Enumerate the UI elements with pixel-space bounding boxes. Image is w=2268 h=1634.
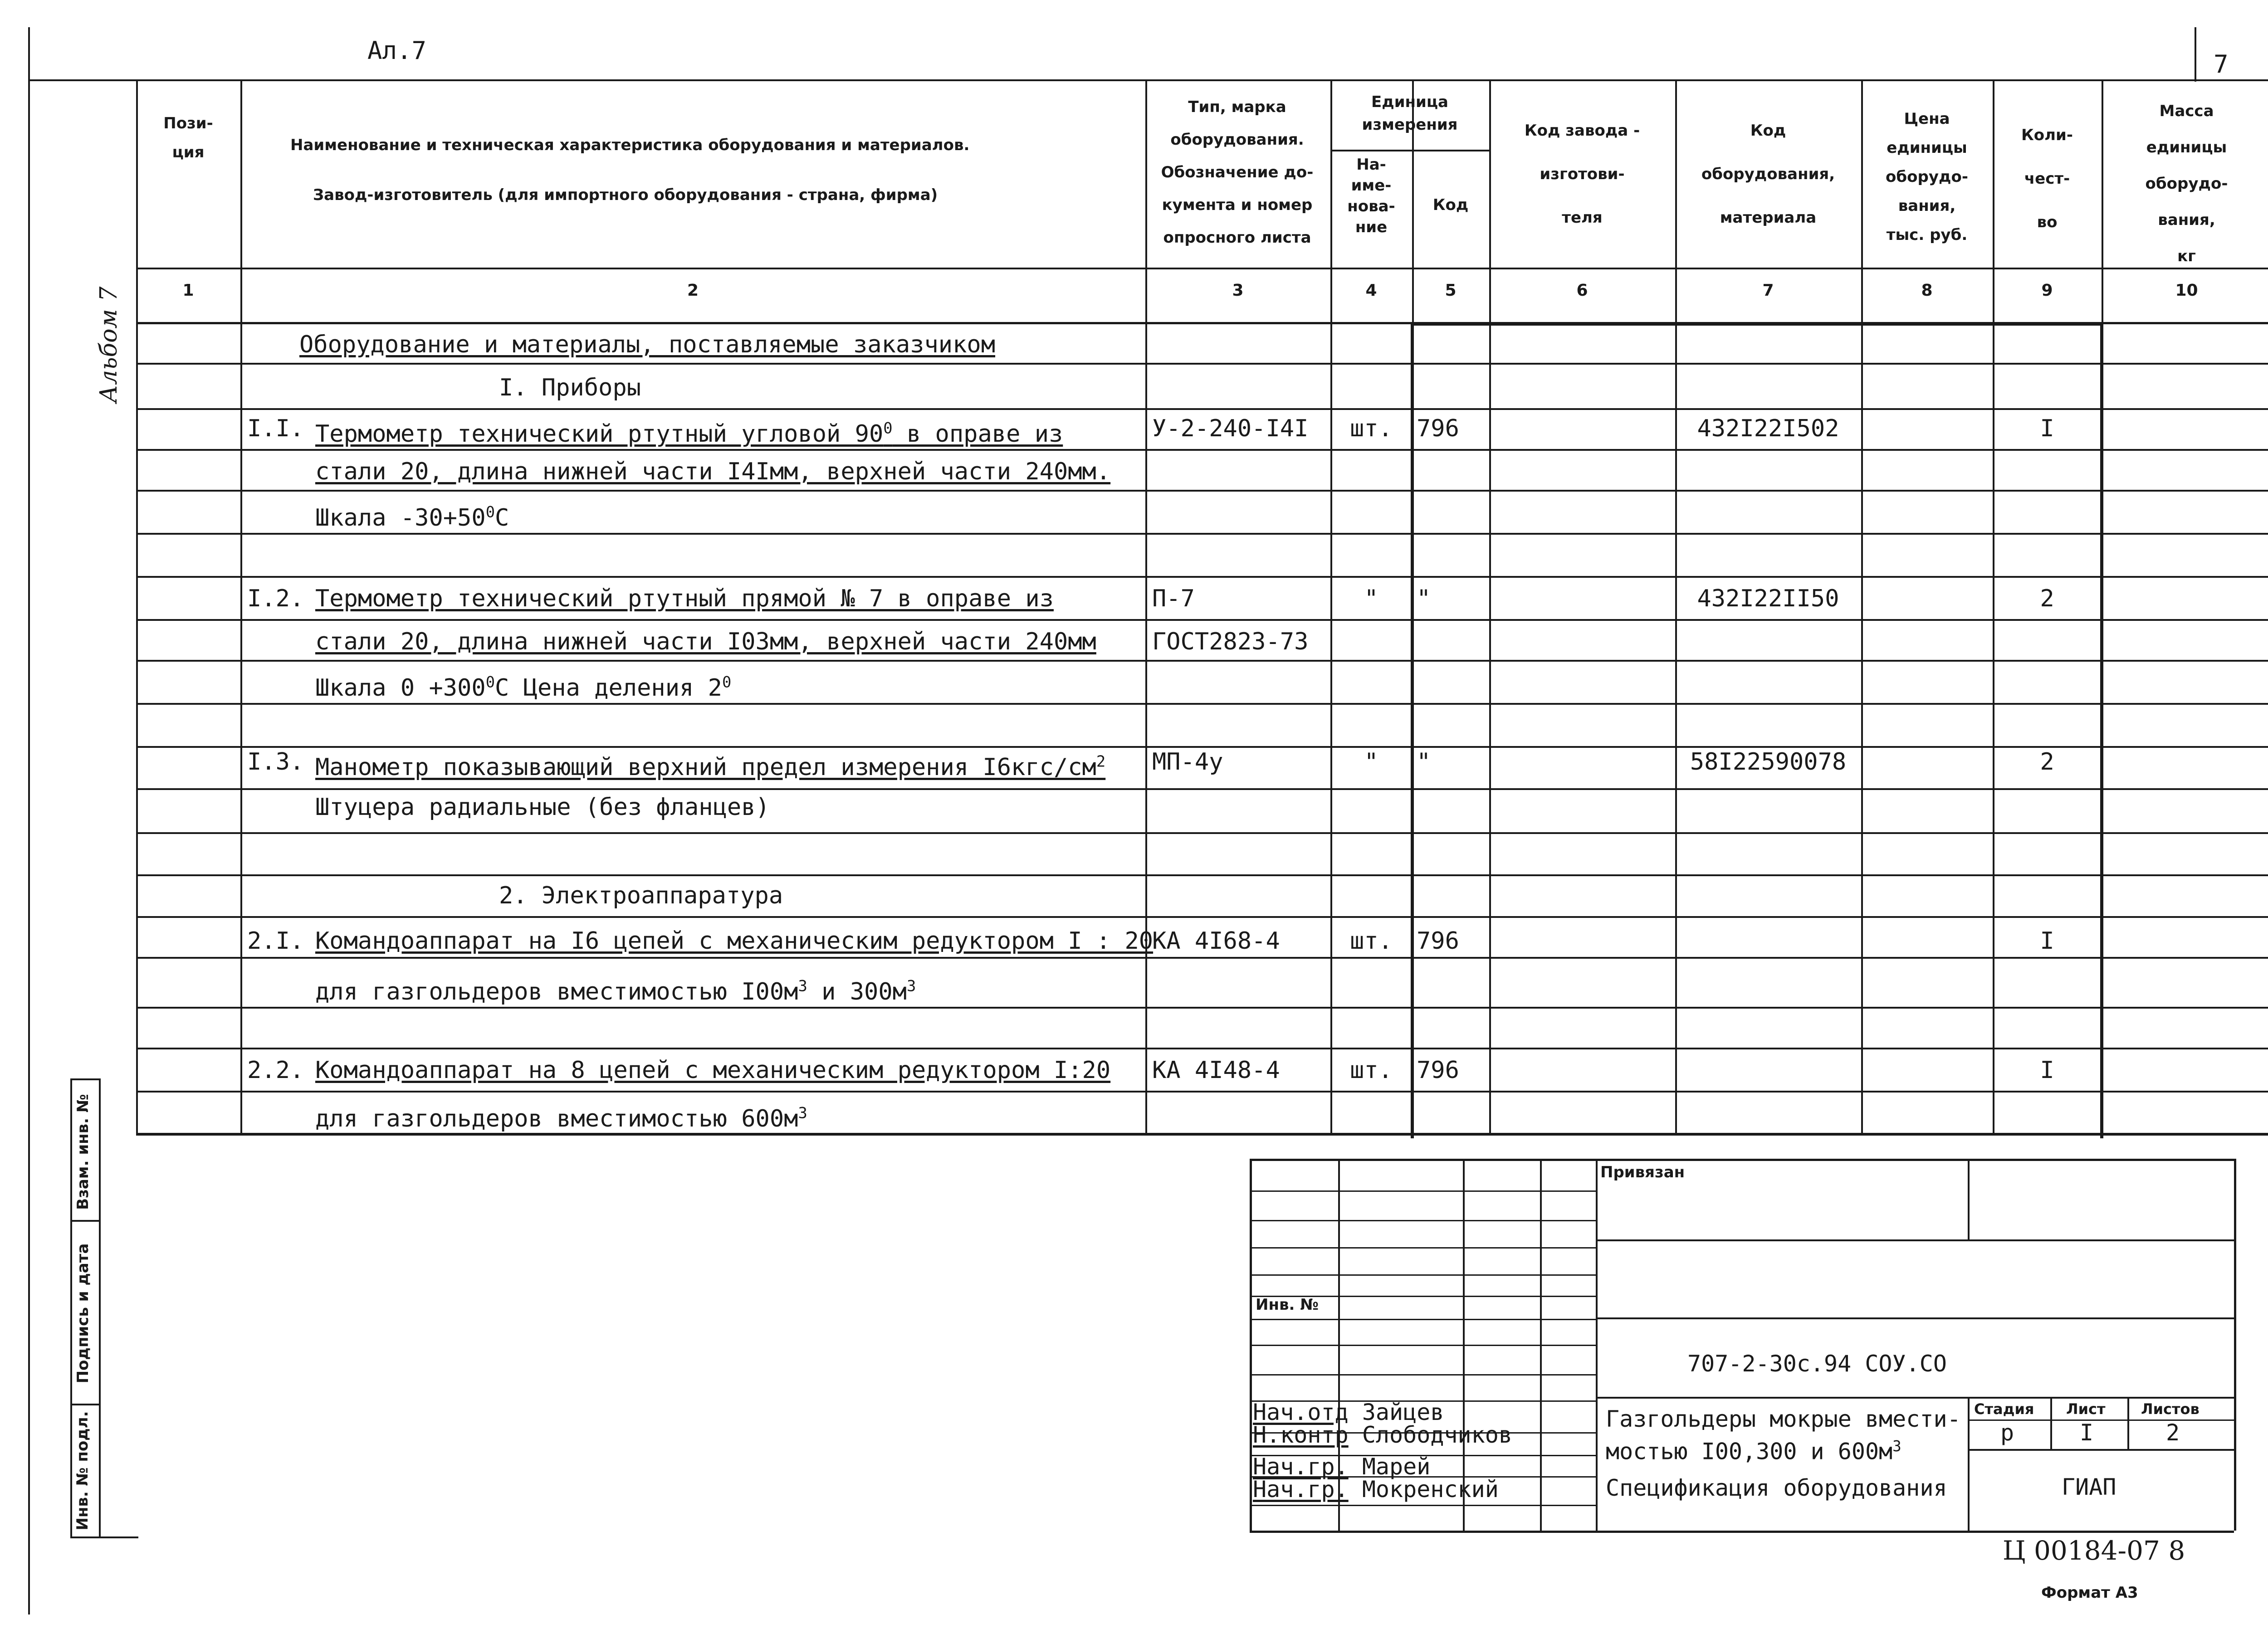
stage-label: Стадия bbox=[1974, 1400, 2034, 1418]
row-type: П-7 bbox=[1152, 585, 1195, 612]
table-col-line-bold bbox=[1411, 322, 1414, 1138]
row-unit-code: 796 bbox=[1417, 415, 1459, 442]
table-row-line bbox=[136, 619, 2268, 621]
table-row-line bbox=[136, 746, 2268, 748]
row-unit: шт. bbox=[1350, 927, 1393, 955]
header-price: Цена единицы оборудо- вания, тыс. руб. bbox=[1886, 110, 1968, 244]
column-number: 1 bbox=[182, 281, 194, 300]
tb-col bbox=[1596, 1159, 1598, 1531]
table-col-line bbox=[240, 79, 242, 1134]
title-block-inv-no: Инв. № bbox=[1256, 1296, 1319, 1314]
column-number: 5 bbox=[1445, 281, 1457, 300]
tb-row bbox=[1250, 1220, 1596, 1221]
corner-page-number: 7 bbox=[2214, 50, 2229, 78]
table-row-line bbox=[136, 916, 2268, 918]
sheets-value: 2 bbox=[2166, 1419, 2180, 1446]
title-line3: Спецификация оборудования bbox=[1606, 1475, 1947, 1501]
column-number: 10 bbox=[2175, 281, 2198, 300]
tb-code-bottom bbox=[1596, 1397, 2234, 1399]
tb-attach-bottom bbox=[1596, 1239, 2234, 1241]
row-position: I.3. bbox=[247, 748, 304, 776]
row-unit: шт. bbox=[1350, 1057, 1393, 1084]
row-name: Штуцера радиальные (без фланцев) bbox=[315, 794, 770, 821]
table-row-line bbox=[136, 1007, 2268, 1009]
tb-bottom bbox=[1250, 1531, 2234, 1533]
tb-right bbox=[2234, 1159, 2236, 1531]
row-type: ГОСТ2823-73 bbox=[1152, 628, 1309, 655]
tb-row bbox=[1250, 1374, 1596, 1375]
column-number: 4 bbox=[1365, 281, 1377, 300]
table-row-line bbox=[136, 1091, 2268, 1093]
left-margin-line bbox=[28, 27, 30, 1614]
table-row-line bbox=[136, 408, 2268, 410]
organization: ГИАП bbox=[2062, 1474, 2116, 1500]
row-type: КА 4I68-4 bbox=[1152, 927, 1280, 955]
table-row-line bbox=[136, 490, 2268, 492]
staff-name: Зайцев bbox=[1348, 1399, 1444, 1425]
header-bottom-line bbox=[136, 268, 2268, 269]
header-name-line2: Завод-изготовитель (для импортного оборудования - страна, фирма) bbox=[313, 186, 938, 204]
stage-value: р bbox=[2000, 1419, 2014, 1446]
staff-row bbox=[1253, 1422, 1512, 1448]
header-name-line1: Наименование и техническая характеристика оборудования и материалов. bbox=[290, 136, 970, 154]
row-quantity: 2 bbox=[2040, 748, 2054, 776]
row-name: Манометр показывающий верхний предел измерения $I6кгс/см^2$ bbox=[315, 753, 1106, 781]
header-unit-code: Код bbox=[1432, 196, 1469, 214]
column-number: 8 bbox=[1921, 281, 1933, 300]
row-unit-code: " bbox=[1417, 748, 1431, 776]
tb-row bbox=[1250, 1190, 1596, 1192]
staff-name: Слободчиков bbox=[1348, 1422, 1512, 1448]
row-unit-code: " bbox=[1417, 585, 1431, 612]
row-name: Оборудование и материалы, поставляемые заказчиком bbox=[299, 331, 996, 358]
row-position: 2.I. bbox=[247, 927, 304, 955]
column-number: 6 bbox=[1576, 281, 1588, 300]
row-quantity: I bbox=[2040, 927, 2054, 955]
row-position: 2.2. bbox=[247, 1057, 304, 1084]
table-row-line bbox=[136, 1048, 2268, 1049]
table-row-line bbox=[136, 449, 2268, 451]
column-number: 7 bbox=[1762, 281, 1774, 300]
side-stamp-top bbox=[70, 1078, 101, 1080]
tb-stage-div2 bbox=[2127, 1397, 2129, 1449]
row-name: Шкала $0 +300^0С$ Цена деления $2^0$ bbox=[315, 673, 732, 702]
sheet-label: Лист bbox=[2066, 1400, 2106, 1418]
sheet-value: I bbox=[2080, 1419, 2094, 1446]
tb-attach-split bbox=[1968, 1159, 1970, 1239]
row-unit: " bbox=[1364, 585, 1378, 612]
table-row-line bbox=[136, 703, 2268, 705]
header-type: Тип, марка оборудования. Обозначение до- кумента и номер опросного листа bbox=[1161, 98, 1314, 247]
tb-stage-left bbox=[1968, 1397, 1970, 1531]
tb-code-top bbox=[1596, 1317, 2234, 1319]
header-equipment-code: Код оборудования, материала bbox=[1701, 122, 1835, 227]
row-name: Термометр технический ртутный угловой $90^0$ в оправе из bbox=[315, 419, 1063, 448]
unit-group-divider bbox=[1330, 150, 1489, 151]
row-unit-code: 796 bbox=[1417, 1057, 1459, 1084]
sheets-label: Листов bbox=[2141, 1400, 2200, 1418]
format-label: Формат А3 bbox=[2041, 1584, 2138, 1602]
row-unit-code: 796 bbox=[1417, 927, 1459, 955]
top-border bbox=[28, 79, 2268, 81]
tb-stage-div1 bbox=[2050, 1397, 2052, 1449]
row-name: Командоаппарат на 8 цепей с механическим редуктором I:20 bbox=[315, 1057, 1111, 1084]
row-type: КА 4I48-4 bbox=[1152, 1057, 1280, 1084]
tb-row bbox=[1250, 1274, 1596, 1276]
header-unit-name: На- име- нова- ние bbox=[1347, 156, 1395, 236]
tb-row bbox=[1250, 1345, 1596, 1346]
title-block-attached: Привязан bbox=[1600, 1163, 1685, 1181]
tb-row bbox=[1250, 1505, 1596, 1506]
row-position: I.2. bbox=[247, 585, 304, 612]
side-stamp-sign: Подпись и дата bbox=[74, 1243, 92, 1384]
table-row-line bbox=[136, 660, 2268, 662]
row-type: У-2-240-I4I bbox=[1152, 415, 1309, 442]
row-name: I. Приборы bbox=[499, 374, 641, 401]
row-name: стали 20, длина нижней части I4Iмм, верхней части 240мм. bbox=[315, 458, 1111, 485]
tb-row bbox=[1250, 1247, 1596, 1249]
row-quantity: I bbox=[2040, 415, 2054, 442]
header-mass: Масса единицы оборудо- вания, кг bbox=[2145, 102, 2228, 265]
header-unit-group: Единица измерения bbox=[1362, 93, 1458, 134]
tb-row bbox=[1250, 1319, 1596, 1320]
row-type: МП-4у bbox=[1152, 748, 1223, 776]
column-number: 3 bbox=[1232, 281, 1244, 300]
row-name: стали 20, длина нижней части I03мм, верхней части 240мм bbox=[315, 628, 1096, 655]
title-line1: Газгольдеры мокрые вмести- bbox=[1606, 1406, 1961, 1432]
staff-row bbox=[1253, 1476, 1499, 1502]
unit-code-bold-top bbox=[1412, 323, 2102, 326]
table-row-line bbox=[136, 788, 2268, 790]
right-corner-line bbox=[2195, 27, 2196, 82]
column-number: 9 bbox=[2041, 281, 2053, 300]
row-position: I.I. bbox=[247, 415, 304, 442]
staff-role: Нач.гр. bbox=[1253, 1476, 1349, 1502]
staff-role: Нач.гр. bbox=[1253, 1454, 1349, 1480]
doc-code: 707-2-30с.94 СОУ.СО bbox=[1687, 1351, 1947, 1377]
header-factory-code: Код завода - изготови- теля bbox=[1524, 122, 1640, 227]
row-quantity: I bbox=[2040, 1057, 2054, 1084]
row-name: для газгольдеров вместимостью $I00м^3$ и $300м^3$ bbox=[315, 977, 916, 1006]
row-name: Термометр технический ртутный прямой № 7 в оправе из bbox=[315, 585, 1054, 612]
header-position: Пози- ция bbox=[163, 114, 213, 161]
table-col-line-bold bbox=[2100, 322, 2103, 1138]
stamp-number: Ц 00184-07 8 bbox=[2003, 1535, 2185, 1566]
row-name: 2. Электроаппаратура bbox=[499, 882, 783, 909]
side-stamp-replaced: Взам. инв. № bbox=[74, 1094, 92, 1210]
table-row-line bbox=[136, 832, 2268, 834]
row-unit: " bbox=[1364, 748, 1378, 776]
staff-role: Н.контр bbox=[1253, 1422, 1349, 1448]
staff-name: Мокренский bbox=[1348, 1476, 1499, 1502]
table-row-line bbox=[136, 576, 2268, 578]
tb-top bbox=[1250, 1159, 2234, 1161]
title-line2: мостью I00,300 и $600м^3$ bbox=[1606, 1438, 1901, 1465]
album-label: Ал.7 bbox=[367, 36, 427, 65]
table-col-line bbox=[136, 79, 138, 1134]
header-quantity: Коли- чест- во bbox=[2021, 126, 2073, 231]
table-row-line bbox=[136, 1133, 2268, 1136]
album-side-label: Альбом 7 bbox=[95, 286, 122, 403]
row-name: Командоаппарат на I6 цепей с механическим редуктором I : 20 bbox=[315, 927, 1154, 955]
row-equipment-code: 432I22I502 bbox=[1697, 415, 1839, 442]
column-number: 2 bbox=[687, 281, 699, 300]
tb-stage-row2 bbox=[1968, 1449, 2234, 1451]
staff-role: Нач.отд bbox=[1253, 1399, 1349, 1425]
row-equipment-code: 432I22II50 bbox=[1697, 585, 1839, 612]
side-stamp-inv: Инв. № подл. bbox=[73, 1411, 92, 1531]
staff-name: Марей bbox=[1348, 1454, 1431, 1480]
table-row-line bbox=[136, 957, 2268, 959]
table-row-line bbox=[136, 874, 2268, 876]
row-quantity: 2 bbox=[2040, 585, 2054, 612]
row-name: для газгольдеров вместимостью $600м^3$ bbox=[315, 1104, 807, 1133]
table-row-line bbox=[136, 363, 2268, 365]
side-stamp-left bbox=[70, 1078, 72, 1537]
row-unit: шт. bbox=[1350, 415, 1393, 442]
table-row-line bbox=[136, 533, 2268, 535]
row-name: Шкала $-30+50^0С$ bbox=[315, 503, 509, 532]
row-equipment-code: 58I22590078 bbox=[1690, 748, 1847, 776]
